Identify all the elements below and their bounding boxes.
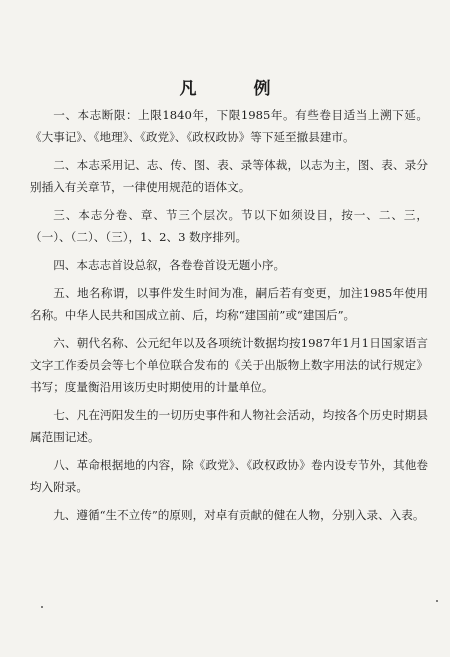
- scan-speck: [436, 600, 438, 602]
- paragraph-1: 一、本志断限：上限1840年，下限1985年。有些卷目适当上溯下延。《大事记》、《地理》、《政党》、《政权政协》等下延至撤县建市。: [30, 108, 428, 144]
- paragraph-5: 五、地名称谓，以事件发生时间为准，嗣后若有变更，加注1985年使用名称。中华人民共和国成立前、后，均称“建国前”或“建国后”。: [30, 286, 428, 322]
- scan-speck: [41, 606, 43, 608]
- paragraph-4: 四、本志志首设总叙，各卷卷首设无题小序。: [53, 258, 286, 272]
- paragraph-6: 六、朝代名称、公元纪年以及各项统计数据均按1987年1月1日国家语言文字工作委员会等七个单位联合发布的《关于出版物上数字用法的试行规定》书写；度量衡沿用该历史时期使用的计量单位。: [30, 336, 428, 394]
- paragraph-9: 九、遵循“生不立传”的原则，对卓有贡献的健在人物，分别入录、入表。: [53, 508, 425, 522]
- paragraph-2: 二、本志采用记、志、传、图、表、录等体裁，以志为主，图、表、录分别插入有关章节，一律使用规范的语体文。: [30, 158, 428, 194]
- paragraph-8: 八、革命根据地的内容，除《政党》、《政权政协》卷内设专节外，其他卷均入附录。: [30, 458, 428, 494]
- paragraph-7: 七、凡在沔阳发生的一切历史事件和人物社会活动，均按各个历史时期县属范围记述。: [30, 408, 428, 444]
- document-body: [30, 104, 428, 526]
- page-title: 凡 例: [179, 79, 291, 99]
- paragraph-3: 三、本志分卷、章、节三个层次。节以下如须设目，按一、二、三，（一）、（二）、（三），1、2、3 数序排列。: [30, 208, 428, 244]
